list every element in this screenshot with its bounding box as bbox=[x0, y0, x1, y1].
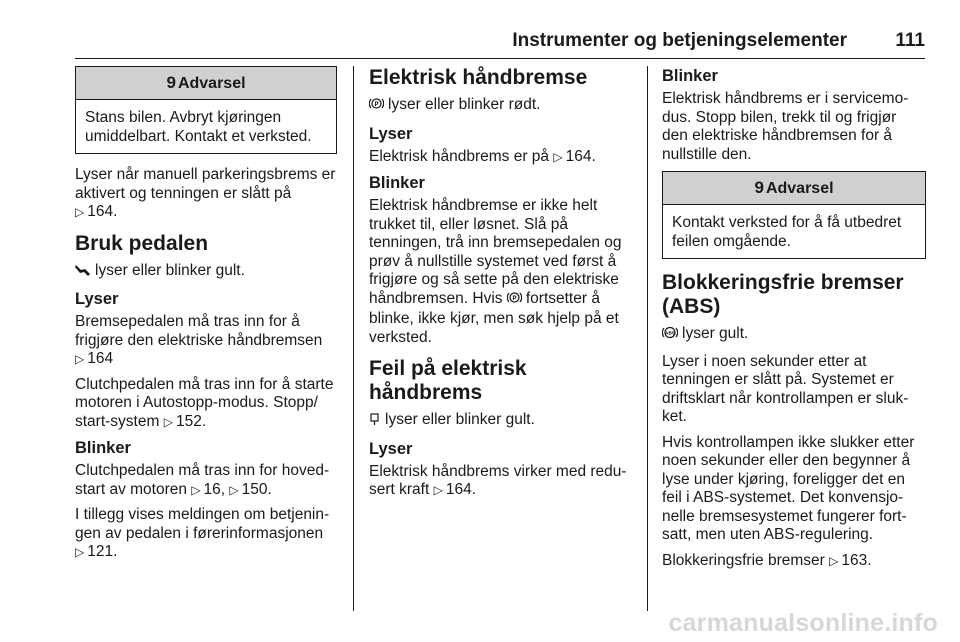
column-3 bbox=[662, 66, 926, 577]
warning-header bbox=[76, 67, 336, 100]
warning-icon: 9 bbox=[166, 73, 176, 92]
svg-text:ABS: ABS bbox=[665, 330, 675, 336]
abs-paragraph-3: Blokkeringsfrie bremser ▷ 163. bbox=[662, 551, 872, 569]
lyser-heading: Lyser bbox=[369, 124, 413, 143]
section-title-feil-handbrems: Feil på elektrisk håndbrems bbox=[369, 357, 527, 404]
lyser-paragraph: Elektrisk håndbrems virker med redu- sert kraft ▷ 164. bbox=[369, 462, 627, 498]
section-title-abs: Blokkeringsfrie bremser (ABS) bbox=[662, 271, 904, 318]
blinker-heading: Blinker bbox=[662, 67, 718, 85]
page-header bbox=[75, 28, 925, 59]
pedal-symbol-line: lyser eller blinker gult. bbox=[75, 262, 337, 283]
lyser-paragraph-2: Clutchpedalen må tras inn for å starte motoren i Autostopp-modus. Stopp/ start-system ▷ 152. bbox=[75, 375, 334, 430]
lyser-paragraph-1: Bremsepedalen må tras inn for å frigjøre den elektriske håndbremsen ▷ 164 bbox=[75, 313, 323, 367]
page-ref-arrow-icon: ▷ bbox=[433, 483, 443, 497]
page-ref-arrow-icon: ▷ bbox=[75, 352, 85, 366]
warning-icon: 9 bbox=[754, 178, 764, 197]
column-divider-2 bbox=[647, 66, 648, 611]
column-1 bbox=[75, 66, 337, 569]
abs-symbol-line: ABS lyser gult. bbox=[662, 325, 926, 346]
page-ref-arrow-icon: ▷ bbox=[229, 482, 239, 497]
page-header-title: Instrumenter og betjeningselementer bbox=[512, 30, 847, 51]
page-ref-arrow-icon: ▷ bbox=[75, 205, 85, 219]
section-title-elektrisk-handbremse: Elektrisk håndbremse bbox=[369, 66, 588, 89]
brake-fault-icon bbox=[369, 412, 381, 432]
warning-title: Advarsel bbox=[765, 180, 834, 197]
lyser-heading: Lyser bbox=[369, 439, 413, 458]
warning-box bbox=[662, 171, 926, 259]
warning-box bbox=[75, 66, 337, 154]
svg-text:P: P bbox=[374, 102, 379, 108]
pedal-icon bbox=[75, 263, 91, 283]
warning-header bbox=[663, 172, 925, 205]
page-ref-arrow-icon: ▷ bbox=[75, 545, 85, 559]
blinker-paragraph-1: Clutchpedalen må tras inn for hoved- start av motoren ▷ 16, ▷ 150. bbox=[75, 462, 330, 498]
lyser-paragraph: Elektrisk håndbrems er på ▷ 164. bbox=[369, 147, 596, 165]
parking-brake-icon bbox=[507, 290, 522, 311]
watermark: carmanualsonline.info bbox=[668, 609, 938, 637]
lyser-heading: Lyser bbox=[75, 290, 119, 308]
column-2 bbox=[369, 66, 633, 507]
page-number: 111 bbox=[895, 30, 925, 51]
section-title-bruk-pedalen: Bruk pedalen bbox=[75, 231, 209, 255]
warning-body: Stans bilen. Avbryt kjøringen umiddelbart. Kontakt et verksted. bbox=[85, 109, 312, 145]
page-ref-arrow-icon: ▷ bbox=[553, 149, 563, 164]
brake-fault-symbol-line: lyser eller blinker gult. bbox=[369, 411, 633, 432]
page-ref-arrow-icon: ▷ bbox=[829, 553, 839, 568]
parking-brake-icon bbox=[369, 96, 384, 117]
blinker-heading: Blinker bbox=[75, 439, 131, 457]
blinker-paragraph: Elektrisk håndbrems er i servicemo- dus. Stopp bilen, trekk til og frigjør den elektriske håndbremsen for å nullstille den. bbox=[662, 90, 909, 163]
abs-paragraph-1: Lyser i noen sekunder etter at tenningen er slått på. Systemet er driftsklart når kontrollampen er sluk- ket. bbox=[662, 352, 909, 425]
svg-text:P: P bbox=[512, 295, 517, 302]
warning-title: Advarsel bbox=[177, 75, 246, 92]
page-ref-arrow-icon: ▷ bbox=[191, 482, 201, 497]
blinker-paragraph: Elektrisk håndbremse er ikke helt trukket til, eller løsnet. Slå på tenningen, trå inn bremsepedalen og prøv å nullstille systemet ved først å frigjøre og så sette på den elektriske håndbremsen. Hvis P fortsetter å blinke, ikke kjør, men søk hjelp på et verksted. bbox=[369, 197, 622, 346]
blinker-paragraph-2: I tillegg vises meldingen om betjenin- gen av pedalen i førerinformasjonen ▷ 121. bbox=[75, 506, 330, 560]
warning-body: Kontakt verksted for å få utbedret feilen omgående. bbox=[672, 214, 902, 250]
intro-paragraph: Lyser når manuell parkeringsbrems er aktivert og tenningen er slått på ▷ 164. bbox=[75, 166, 336, 220]
page-ref-arrow-icon: ▷ bbox=[163, 414, 173, 429]
parking-brake-symbol-line: P lyser eller blinker rødt. bbox=[369, 96, 633, 117]
blinker-heading: Blinker bbox=[369, 174, 425, 192]
column-divider-1 bbox=[353, 66, 354, 611]
abs-icon bbox=[662, 325, 678, 346]
abs-paragraph-2: Hvis kontrollampen ikke slukker etter noen sekunder eller den begynner å lyse under kjøring, foreligger det en feil i ABS-systemet. Det konvensjo- nelle bremsesystemet fungerer fort- satt, men uten ABS-regulering. bbox=[662, 433, 915, 543]
